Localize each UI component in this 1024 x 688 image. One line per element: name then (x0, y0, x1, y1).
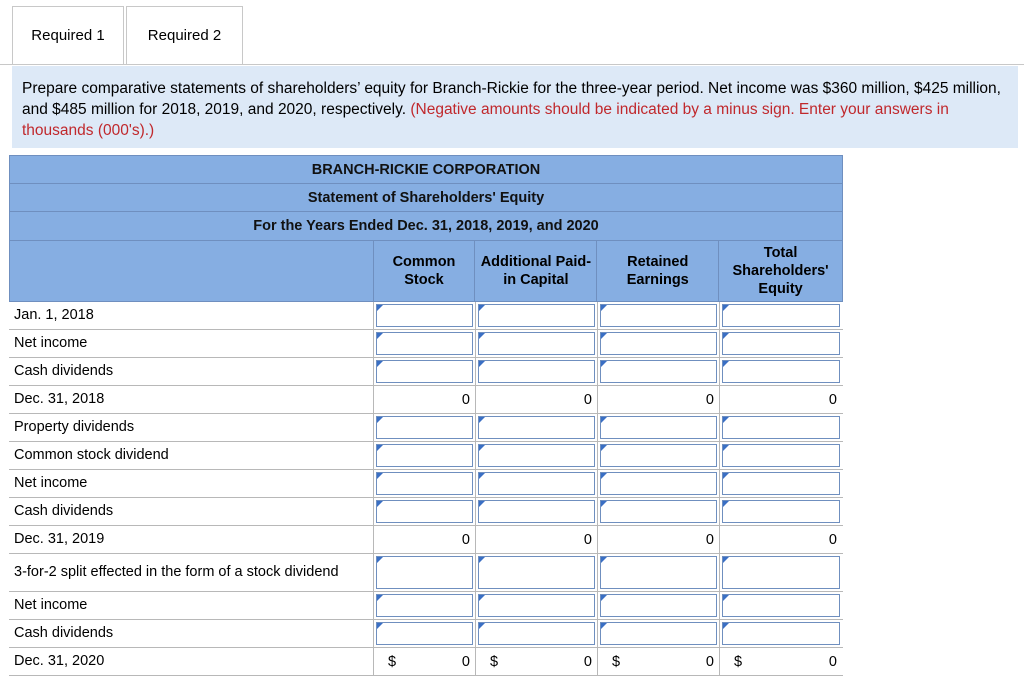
total-value: 0 (583, 653, 592, 670)
col-retained-earnings: Retained Earnings (597, 241, 719, 301)
retained-earnings-input[interactable] (597, 442, 719, 469)
total-equity-input[interactable] (719, 358, 842, 385)
total-equity-input[interactable] (719, 592, 842, 619)
instructions-panel (12, 66, 1018, 148)
apic-input[interactable] (475, 302, 597, 329)
row-label: Net income (14, 475, 88, 491)
apic-input[interactable] (475, 554, 597, 591)
statement-title: Statement of Shareholders' Equity (10, 184, 842, 212)
tab-divider (0, 64, 1024, 65)
col-total-shareholders-equity: Total Shareholders' Equity (732, 245, 829, 297)
table-row (9, 554, 843, 592)
common-stock-total: 0 (373, 386, 475, 413)
apic-input[interactable] (475, 498, 597, 525)
retained-earnings-input[interactable] (597, 620, 719, 647)
common-stock-input[interactable] (373, 358, 475, 385)
row-label: Jan. 1, 2018 (14, 307, 94, 323)
total-equity-input[interactable] (719, 414, 842, 441)
total-equity-total: 0 (719, 526, 842, 553)
apic-input[interactable] (475, 442, 597, 469)
common-stock-input[interactable] (373, 330, 475, 357)
apic-total (475, 648, 597, 675)
table-row (9, 648, 843, 676)
apic-input[interactable] (475, 470, 597, 497)
tab-required-2[interactable]: Required 2 (126, 6, 243, 64)
table-row (9, 620, 843, 648)
total-value: 0 (705, 653, 714, 670)
retained-earnings-input[interactable] (597, 554, 719, 591)
retained-earnings-input[interactable] (597, 470, 719, 497)
apic-input[interactable] (475, 358, 597, 385)
total-equity-input[interactable] (719, 330, 842, 357)
row-label: Cash dividends (14, 625, 114, 641)
total-equity-input[interactable] (719, 620, 842, 647)
common-stock-input[interactable] (373, 302, 475, 329)
col-additional-paid-in-capital: Additional Paid-in Capital (475, 241, 597, 301)
apic-input[interactable] (475, 592, 597, 619)
total-equity-total: 0 (719, 386, 842, 413)
row-label: 3-for-2 split effected in the form of a stock dividend (14, 564, 339, 580)
table-row (9, 498, 843, 526)
table-row (9, 330, 843, 358)
common-stock-input[interactable] (373, 414, 475, 441)
common-stock-input[interactable] (373, 498, 475, 525)
table-row (9, 526, 843, 554)
instructions-text: Prepare comparative statements of shareholders’ equity for Branch-Rickie for the three-year period. Net income was $360 million, $425 million, and $485 million for 2018, 2019, and 2020, respectively. (22, 80, 1001, 118)
total-equity-total (719, 648, 842, 675)
total-equity-input[interactable] (719, 442, 842, 469)
total-value: 0 (461, 653, 470, 670)
common-stock-input[interactable] (373, 592, 475, 619)
company-name: BRANCH-RICKIE CORPORATION (10, 156, 842, 184)
table-row (9, 414, 843, 442)
row-label: Dec. 31, 2018 (14, 391, 105, 407)
retained-earnings-input[interactable] (597, 414, 719, 441)
retained-earnings-input[interactable] (597, 498, 719, 525)
retained-earnings-input[interactable] (597, 330, 719, 357)
row-label: Property dividends (14, 419, 135, 435)
retained-earnings-input[interactable] (597, 358, 719, 385)
dollar-sign: $ (490, 653, 499, 670)
apic-input[interactable] (475, 330, 597, 357)
common-stock-input[interactable] (373, 554, 475, 591)
apic-input[interactable] (475, 620, 597, 647)
instructions-note: (Negative amounts should be indicated by a minus sign. Enter your answers in thousands (000's).) (22, 101, 949, 139)
row-label: Net income (14, 335, 88, 351)
tab-bar (12, 6, 243, 64)
column-headers (9, 241, 843, 302)
row-label: Cash dividends (14, 503, 114, 519)
apic-total: 0 (475, 526, 597, 553)
total-equity-input[interactable] (719, 554, 842, 591)
table-row (9, 470, 843, 498)
apic-input[interactable] (475, 414, 597, 441)
total-value: 0 (828, 653, 837, 670)
common-stock-input[interactable] (373, 470, 475, 497)
row-label: Dec. 31, 2019 (14, 531, 105, 547)
row-label: Cash dividends (14, 363, 114, 379)
total-equity-input[interactable] (719, 302, 842, 329)
common-stock-total: 0 (373, 526, 475, 553)
retained-earnings-input[interactable] (597, 592, 719, 619)
apic-total: 0 (475, 386, 597, 413)
row-label: Common stock dividend (14, 447, 169, 463)
statement-header (9, 155, 843, 241)
retained-earnings-total: 0 (597, 386, 719, 413)
col-common-stock: Common Stock (374, 241, 476, 301)
total-equity-input[interactable] (719, 498, 842, 525)
retained-earnings-total (597, 648, 719, 675)
statement-period: For the Years Ended Dec. 31, 2018, 2019, and 2020 (253, 218, 599, 234)
table-row (9, 302, 843, 330)
table-row (9, 442, 843, 470)
total-equity-input[interactable] (719, 470, 842, 497)
table-row (9, 358, 843, 386)
common-stock-total (373, 648, 475, 675)
row-label: Dec. 31, 2020 (14, 653, 105, 669)
common-stock-input[interactable] (373, 442, 475, 469)
table-row (9, 386, 843, 414)
dollar-sign: $ (388, 653, 397, 670)
retained-earnings-input[interactable] (597, 302, 719, 329)
retained-earnings-total: 0 (597, 526, 719, 553)
dollar-sign: $ (734, 653, 743, 670)
row-label: Net income (14, 597, 88, 613)
common-stock-input[interactable] (373, 620, 475, 647)
table-row (9, 592, 843, 620)
equity-statement-table (9, 155, 843, 676)
tab-required-1[interactable]: Required 1 (12, 6, 124, 64)
dollar-sign: $ (612, 653, 621, 670)
